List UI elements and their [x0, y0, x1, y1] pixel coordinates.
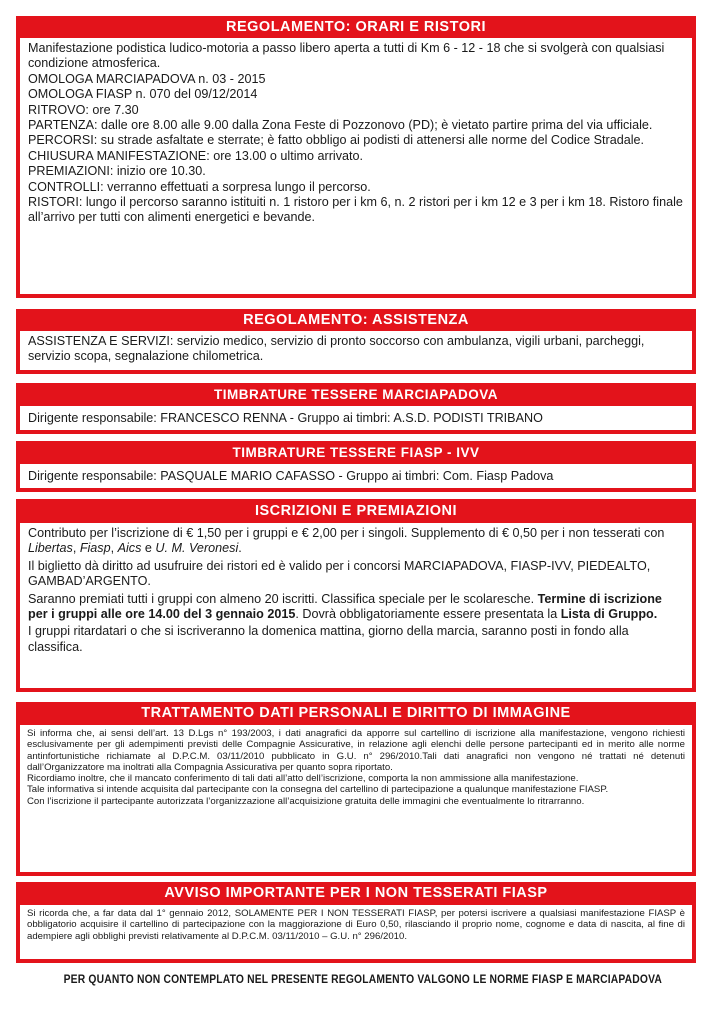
section-body: [20, 905, 692, 959]
iscrizioni-contributo: [28, 526, 684, 557]
section-title: AVVISO IMPORTANTE PER I NON TESSERATI FIASP: [164, 885, 548, 901]
separator: ,: [110, 541, 118, 556]
section-timbrature-marciapadova: [16, 383, 696, 434]
libertas-text: Libertas: [28, 541, 73, 556]
partenza-line: [28, 118, 684, 133]
section-body: [20, 464, 692, 488]
section-title: TIMBRATURE TESSERE MARCIAPADOVA: [213, 387, 498, 402]
contributo-text: Contributo per l’iscrizione di € 1,50 per i gruppi e € 2,00 per i singoli. Supplemento di € 0,50 per i non tesserati con: [28, 526, 665, 540]
fiasp-text: Fiasp: [79, 541, 111, 556]
separator: .: [238, 541, 242, 556]
section-trattamento-dati: [16, 702, 696, 876]
premiazioni-value: inizio ore 10.30.: [113, 164, 206, 179]
ritrovo-label: RITROVO:: [28, 102, 89, 117]
section-orari-ristori: [16, 16, 696, 298]
iscrizioni-premi: [28, 592, 684, 623]
section-iscrizioni: [16, 499, 696, 692]
privacy-p4: Con l’iscrizione il partecipante autorizzata l’organizzazione all’acquisizione gratuita delle immagini che eventualmente lo ritrarranno.: [27, 795, 585, 807]
separator: e: [141, 541, 156, 556]
section-avviso: [16, 882, 696, 963]
intro-text: Manifestazione podistica ludico-motoria a passo libero aperta a tutti di Km 6 - 12 - 18 che si svolgerà con qualsiasi condizione atmosferica.: [28, 41, 665, 71]
um-veronesi-text: U. M. Veronesi: [155, 541, 239, 556]
ristori-value: lungo il percorso saranno istituiti n. 1 ristoro per i km 6, n. 2 ristori per i km 12 e 3 per i km 18. Ristoro finale all’arrivo per tutti con alimenti energetici e bevande.: [28, 195, 683, 225]
percorsi-value: su strade asfaltate e sterrate; è fatto obbligo ai podisti di attenersi alle norme del Codice Stradale.: [97, 133, 645, 148]
ritrovo-line: [28, 103, 684, 118]
termine-text: Termine di iscrizione per i gruppi alle ore 14.00 del 3 gennaio 2015: [28, 591, 662, 622]
avviso-text: Si ricorda che, a far data dal 1° gennaio 2012, SOLAMENTE PER I NON TESSERATI FIASP, per potersi iscrivere a qualsiasi manifestazione FIASP è obbligatorio acquisire il cartellino di partecipazione con la maggiorazione di Euro 0,50, rilasciando il proprio nome, cognome e data di nascita, al fine di adempiere agli obblighi previsti relativamente al D.P.C.M. 03/11/2010 – G.U. n° 296/2010.: [27, 908, 685, 942]
percorsi-label: PERCORSI:: [28, 133, 98, 148]
privacy-p2: Ricordiamo inoltre, che il mancato conferimento di tali dati all’atto dell’iscrizione, comporta la non ammissione alla manifestazione.: [27, 773, 579, 785]
privacy-p3: Tale informativa si intende acquisita dal partecipante con la consegna del cartellino di partecipazione a qualunque manifestazione FIASP.: [27, 784, 609, 796]
premiazioni-line: [28, 164, 684, 179]
section-title: ISCRIZIONI E PREMIAZIONI: [254, 503, 458, 519]
section-title: REGOLAMENTO: ORARI E RISTORI: [226, 19, 486, 35]
premi-text: Saranno premiati tutti i gruppi con almeno 20 iscritti. Classifica speciale per le scolaresche.: [28, 591, 538, 606]
ristori-label: RISTORI:: [28, 195, 83, 210]
section-title: TIMBRATURE TESSERE FIASP - IVV: [232, 445, 480, 460]
fiasp-text: Dirigente responsabile: PASQUALE MARIO CAFASSO - Gruppo ai timbri: Com. Fiasp Padova: [28, 469, 554, 483]
assistenza-value: servizio medico, servizio di pronto soccorso con ambulanza, vigili urbani, parcheggi, servizio scopa, segnalazione chilometrica.: [28, 334, 645, 364]
section-body: [20, 38, 692, 294]
privacy-p1: Si informa che, ai sensi dell’art. 13 D.Lgs n° 193/2003, i dati anagrafici da apporre sul cartellino di iscrizione alla manifestazione, vengono richiesti esclusivamente per gli adempimenti previsti delle Compagnie Assicurative, in relazione agli elenchi delle persone partecipanti ed in merito alle norme antinfortunistiche richiamate al D.P.C.M. 03/11/2010 pubblicato in G.U. n° 296/2010.Tali dati anagrafici non vengono né trattati né detenuti dall’Organizzatore ma inoltrati alla Compagnia Assicurativa per quanto sopra riportato.: [27, 728, 685, 773]
separator: ,: [72, 541, 80, 556]
lista-gruppo-text: Lista di Gruppo.: [560, 607, 658, 622]
section-body: [20, 523, 692, 688]
section-body: [20, 331, 692, 370]
premi-text-2: . Dovrà obbligatoriamente essere presentata la: [295, 607, 561, 622]
assistenza-line: [28, 334, 684, 365]
partenza-value: dalle ore 8.00 alle 9.00 dalla Zona Feste di Pozzonovo (PD); è vietato partire prima del via ufficiale.: [97, 118, 653, 133]
iscrizioni-ritardatari: I gruppi ritardatari o che si iscriveranno la domenica mattina, giorno della marcia, saranno posti in fondo alla classifica.: [28, 624, 629, 654]
section-title: TRATTAMENTO DATI PERSONALI E DIRITTO DI IMMAGINE: [141, 705, 571, 721]
assistenza-label: ASSISTENZA E SERVIZI:: [28, 334, 174, 348]
section-body: [20, 725, 692, 872]
controlli-value: verranno effettuati a sorpresa lungo il percorso.: [103, 179, 371, 194]
premiazioni-label: PREMIAZIONI:: [28, 164, 114, 179]
partenza-label: PARTENZA:: [28, 118, 98, 133]
section-timbrature-fiasp: [16, 441, 696, 492]
marciapadova-text: Dirigente responsabile: FRANCESCO RENNA - Gruppo ai timbri: A.S.D. PODISTI TRIBANO: [28, 411, 543, 425]
section-assistenza: [16, 309, 696, 374]
ritrovo-value: ore 7.30: [88, 102, 139, 117]
chiusura-line: [28, 149, 684, 164]
chiusura-value: ore 13.00 o ultimo arrivato.: [209, 148, 364, 163]
omologa-fiasp: OMOLOGA FIASP n. 070 del 09/12/2014: [28, 87, 258, 102]
footer-note: PER QUANTO NON CONTEMPLATO NEL PRESENTE REGOLAMENTO VALGONO LE NORME FIASP E MARCIAPADOVA: [63, 972, 663, 986]
omologa-marciapadova: OMOLOGA MARCIAPADOVA n. 03 - 2015: [28, 71, 266, 86]
aics-text: Aics: [117, 541, 142, 556]
ristori-line: [28, 195, 684, 226]
iscrizioni-biglietto: Il biglietto dà diritto ad usufruire dei ristori ed è valido per i concorsi MARCIAPADOVA, FIASP-IVV, PIEDEALTO, GAMBAD’ARGENTO.: [28, 558, 651, 589]
section-title: REGOLAMENTO: ASSISTENZA: [243, 312, 469, 328]
controlli-label: CONTROLLI:: [28, 179, 104, 194]
section-body: [20, 406, 692, 430]
controlli-line: [28, 180, 684, 195]
chiusura-label: CHIUSURA MANIFESTAZIONE:: [28, 148, 210, 163]
percorsi-line: [28, 133, 684, 148]
